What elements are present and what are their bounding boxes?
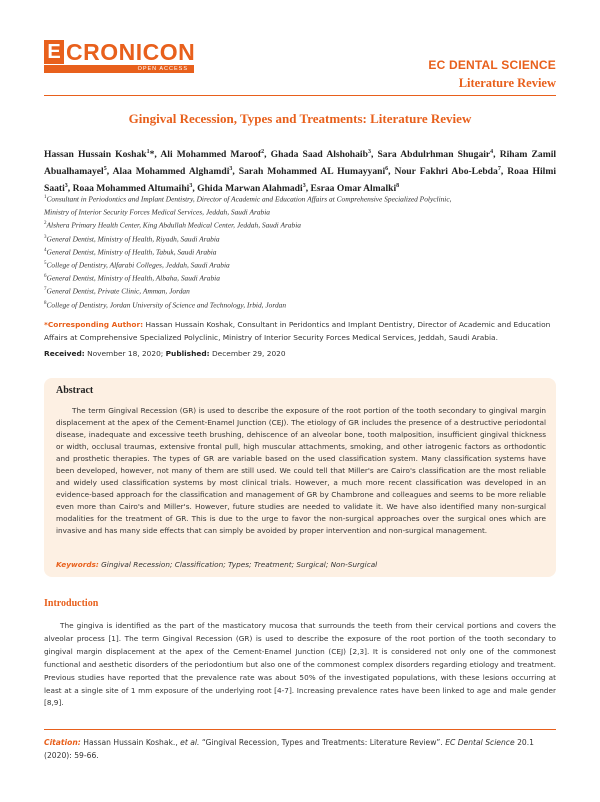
author-affiliation-number: 3 (189, 183, 193, 190)
author-affiliation-number: 2 (261, 149, 265, 155)
author-list (44, 145, 556, 197)
keywords-label: Keywords: (56, 560, 99, 569)
author-separator: , (493, 149, 500, 161)
author-affiliation-number: 6 (385, 166, 389, 173)
affiliation-text: College of Dentistry, Jordan University of Science and Technology, Irbid, Jordan (46, 299, 287, 309)
author-affiliation-number: 3 (302, 183, 306, 190)
author-name: Ghida Marwan Alahmadi (197, 183, 303, 195)
citation-journal: EC Dental Science (445, 738, 515, 747)
author-separator: , (370, 149, 378, 161)
affiliation-number: 7 (44, 287, 47, 293)
abstract-title: Abstract (56, 385, 94, 396)
affiliation-item (44, 297, 556, 310)
corresponding-author-text: Hassan Hussain Koshak, Consultant in Peridontics and Implant Dentistry, Director of Academic and Education Affairs at Comprehensive Specialized Polyclinic, Ministry of Interior Security Forces Medical Services, Jeddah, Saudi Arabia. (44, 320, 551, 342)
citation (44, 737, 556, 762)
affiliation-number: 3 (44, 234, 47, 240)
affiliation-text: Alshera Primary Health Center, King Abdullah Medical Center, Jeddah, Saudi Arabia (46, 220, 301, 230)
affiliation-list (44, 191, 556, 310)
affiliation-text: General Dentist, Ministry of Health, Riyadh, Saudi Arabia (46, 234, 220, 244)
author-separator: , (232, 166, 239, 178)
author-separator: , (305, 183, 311, 195)
author-separator: , (106, 166, 113, 178)
received-label: Received: (44, 349, 85, 358)
affiliation-text: Consultant in Periodontics and Implant Dentistry, Director of Academic and Education Affairs at Comprehensive Specialized Polyclinic, (46, 194, 452, 204)
affiliation-item (44, 283, 556, 296)
footer-divider (44, 729, 556, 730)
author-name: Esraa Omar Almalki (310, 183, 397, 195)
author-separator: , (388, 166, 395, 178)
cronicon-logo (44, 40, 194, 74)
author-separator: , (67, 183, 73, 195)
published-date: December 29, 2020 (211, 349, 286, 358)
author-separator: *, (149, 149, 161, 161)
abstract-box (44, 378, 556, 577)
header-divider (44, 95, 556, 96)
logo-tagline: OPEN ACCESS (44, 65, 194, 73)
affiliation-item (44, 257, 556, 270)
affiliation-item (44, 204, 556, 217)
author-name: Alaa Mohammed Alghamdi (112, 166, 230, 178)
journal-name: EC DENTAL SCIENCE (428, 58, 556, 72)
author-affiliation-number: 5 (103, 166, 107, 173)
affiliation-number: 2 (44, 221, 47, 227)
author-name: Ghada Saad Alshohaib (270, 149, 368, 161)
citation-authors: Hassan Hussain Koshak., (83, 738, 178, 747)
corresponding-author (44, 318, 556, 344)
introduction-text: The gingiva is identified as the part of the masticatory mucosa that surrounds the teeth from their cervical portions and covers the alveolar process [1]. The term Gingival Recession (GR) is used to describe the exposure of the root portion of the tooth secondary to gingival margin displacement at the apex of the Cement-Enamel Junction (CEJ) [2,3]. It is considered not only one of the commonest functional and aesthetic disorders of the periodontium but also one of the commonest complex disorders regarding etiology and treatment. Previous studies have reported that the prevalence rate was about 50% of the investigated populations, with these lesions occurring at least at a single site of 1 mm exposure of the underlying root [4-7]. Increasing prevalence rates have been linked to age and male gender [8,9]. (44, 621, 556, 708)
author-name: Hassan Hussain Koshak (44, 149, 147, 161)
affiliation-item (44, 231, 556, 244)
received-date: November 18, 2020; (87, 349, 164, 358)
published-label: Published: (165, 349, 210, 358)
affiliation-text: General Dentist, Ministry of Health, Tabuk, Saudi Arabia (46, 247, 217, 257)
logo-word: CRONICON (66, 39, 196, 65)
author-name: Roaa Hilmi Saati (44, 166, 556, 195)
keywords-text: Gingival Recession; Classification; Types; Treatment; Surgical; Non-Surgical (101, 560, 378, 569)
affiliation-number: 1 (44, 195, 47, 200)
author-affiliation-number: 3 (229, 166, 233, 173)
citation-title: “Gingival Recession, Types and Treatments: Literature Review”. (201, 738, 443, 747)
affiliation-item (44, 217, 556, 230)
affiliation-number: 6 (44, 274, 47, 280)
affiliation-number: 8 (44, 300, 47, 306)
document-type: Literature Review (458, 76, 556, 90)
author-affiliation-number: 3 (367, 149, 371, 155)
introduction-heading: Introduction (44, 598, 99, 609)
affiliation-text: Ministry of Interior Security Forces Medical Services, Jeddah, Saudi Arabia (44, 207, 270, 217)
author-name: Ali Mohammed Maroof (160, 149, 262, 161)
author-name: Sarah Mohammed AL Humayyani (238, 166, 386, 178)
author-affiliation-number: 7 (497, 166, 501, 173)
affiliation-item (44, 244, 556, 257)
citation-label: Citation: (44, 738, 81, 747)
citation-details: 20.1 (2020): 59-66. (44, 738, 534, 760)
author-affiliation-number: 4 (490, 149, 494, 155)
author-affiliation-number: 8 (396, 183, 400, 190)
article-title: Gingival Recession, Types and Treatments: Literature Review (128, 111, 472, 126)
logo-letter: E (44, 40, 64, 64)
author-name: Sara Abdulrhman Shugair (377, 149, 491, 161)
affiliation-text: General Dentist, Private Clinic, Amman, Jordan (46, 286, 190, 296)
author-name: Riham Zamil Abualhamayel (44, 149, 557, 178)
author-affiliation-number: 3 (64, 183, 68, 190)
affiliation-number: 4 (44, 247, 47, 253)
publication-dates (44, 349, 556, 358)
affiliation-text: College of Dentistry, Alfarabi Colleges, Jeddah, Saudi Arabia (46, 260, 230, 270)
author-name: Roaa Mohammed Altumaihi (72, 183, 190, 195)
author-separator: , (192, 183, 198, 195)
citation-etal: et al. (180, 738, 200, 747)
abstract-text: The term Gingival Recession (GR) is used to describe the exposure of the root portion of the tooth secondary to gingival margin displacement at the apex of the Cement-Enamel Junction (CEJ). The etiology of GR includes the presence of a destructive periodontal disease, inadequate and excessive teeth brushing, dehiscence of an alveolar bone, tooth malposition, insufficient gingival thickness or width, occlusal traumas, extensive frontal pull, high muscular attachments, smoking, and other iatrogenic factors as orthodontic and prosthetic therapies. The types of GR are variable based on the used classification system. Many classification systems have been developed, however, not many of them are still used. We could tell that Miller's are Cairo's classification are the most reliable and widely used classification systems by most clinical trials. However, a much more recent classification was developed in an evidence-based approach for the classification and management of GR by Chambrone and colleagues and seems to be more reliable even more than Cairo's and Miller's. However, future studies are needed to validate it. We have also identified many non-surgical modalities for the treatment of GR. This is due to the urge to favor the non-surgical approaches over the surgical ones which are invasive and has many side effects that can simply be avoided by proper intervention and non-surgical management. (56, 406, 546, 535)
author-name: Nour Fakhri Abo-Lebda (394, 166, 498, 178)
author-affiliation-number: 1 (146, 149, 150, 155)
affiliation-text: General Dentist, Ministry of Health, Albaha, Saudi Arabia (46, 273, 220, 283)
author-separator: , (500, 166, 508, 178)
corresponding-author-label: *Corresponding Author: (44, 320, 144, 329)
affiliation-item (44, 191, 556, 204)
author-separator: , (264, 149, 271, 161)
affiliation-item (44, 270, 556, 283)
keywords (56, 560, 377, 569)
affiliation-number: 5 (44, 260, 47, 266)
